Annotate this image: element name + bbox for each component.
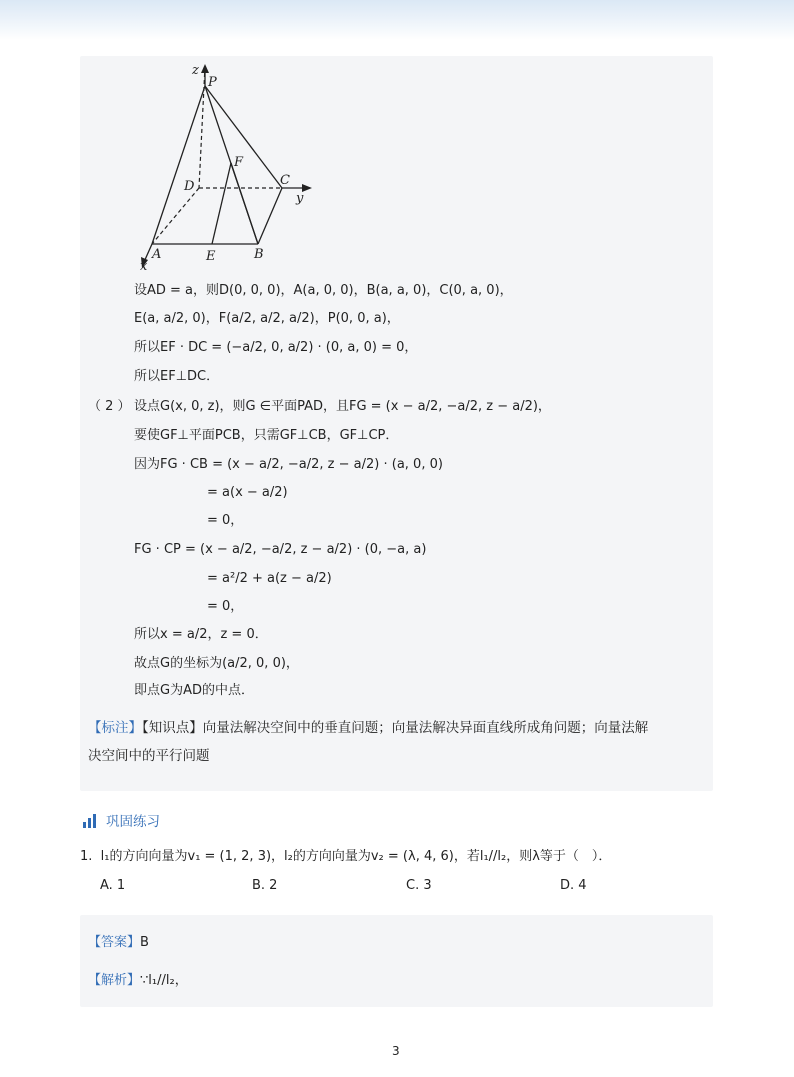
answer-label: 【答案】 [88,935,141,950]
label-y: y [296,191,304,206]
note-label: 【标注】 [88,720,142,736]
solution1-line2: E(a, a/2, 0)，F(a/2, a/2, a/2)，P(0, 0, a)， [134,311,400,326]
analysis-text: ∵l₁//l₂， [140,973,188,988]
part2-label: （ 2 ） [88,399,131,414]
analysis-label: 【解析】 [88,973,141,988]
solution2-line3: 因为FG · CB = (x − a/2, −a/2, z − a/2) · (a, 0, 0) [134,457,443,472]
analysis-line [88,972,188,990]
question-line [80,848,611,866]
header-band [0,0,794,40]
label-x: x [140,259,148,274]
option-c[interactable]: C. 3 [406,878,432,893]
answer-value: B [140,935,149,950]
label-f: F [234,155,244,170]
solution2-line4: = a(x − a/2) [207,485,288,500]
solution2-line8: = 0， [207,599,244,614]
solution1-line1: 设AD = a，则D(0, 0, 0)，A(a, 0, 0)，B(a, a, 0)，C(0, a, 0)， [134,283,513,298]
pyramid-diagram [130,58,320,278]
option-a[interactable]: A. 1 [100,878,126,893]
solution2-line5: = 0， [207,513,244,528]
option-d[interactable]: D. 4 [560,878,587,893]
solution2-line11: 即点G为AD的中点． [134,683,254,698]
solution2-line1: 设点G(x, 0, z)，则G ∈平面PAD，且FG = (x − a/2, −a/2, z − a/2)， [134,399,551,414]
note-text-line1: 【知识点】向量法解决空间中的垂直问题；向量法解决异面直线所成角问题；向量法解 [142,720,649,736]
label-e: E [206,249,216,264]
label-d: D [184,179,195,194]
solution2-line10: 故点G的坐标为(a/2, 0, 0)， [134,656,299,671]
label-a: A [152,247,162,262]
note-line2: 决空间中的平行问题 [88,748,210,764]
solution2-line9: 所以x = a/2，z = 0． [134,627,268,642]
page-number: 3 [392,1044,400,1058]
label-b: B [254,247,264,262]
answer-panel [80,915,713,1007]
option-b[interactable]: B. 2 [252,878,278,893]
label-p: P [208,75,217,90]
section-title: 巩固练习 [106,814,160,830]
note-line1 [88,719,648,737]
question-number: 1. [80,849,93,864]
solution2-line7: = a²/2 + a(z − a/2) [207,571,332,586]
solution1-line4: 所以EF⊥DC． [134,369,220,384]
bar-chart-icon [82,814,98,828]
label-z: z [192,63,199,78]
question-stem: l₁的方向向量为v₁ = (1, 2, 3)，l₂的方向向量为v₂ = (λ, 4, 6)，若l₁//l₂，则λ等于（ ）． [100,849,612,864]
label-c: C [280,173,290,188]
solution2-line2: 要使GF⊥平面PCB，只需GF⊥CB，GF⊥CP． [134,428,399,443]
solution1-line3: 所以EF · DC = (−a/2, 0, a/2) · (0, a, 0) = 0， [134,340,418,355]
solution2-line6: FG · CP = (x − a/2, −a/2, z − a/2) · (0, −a, a) [134,542,427,557]
answer-line [88,934,149,952]
